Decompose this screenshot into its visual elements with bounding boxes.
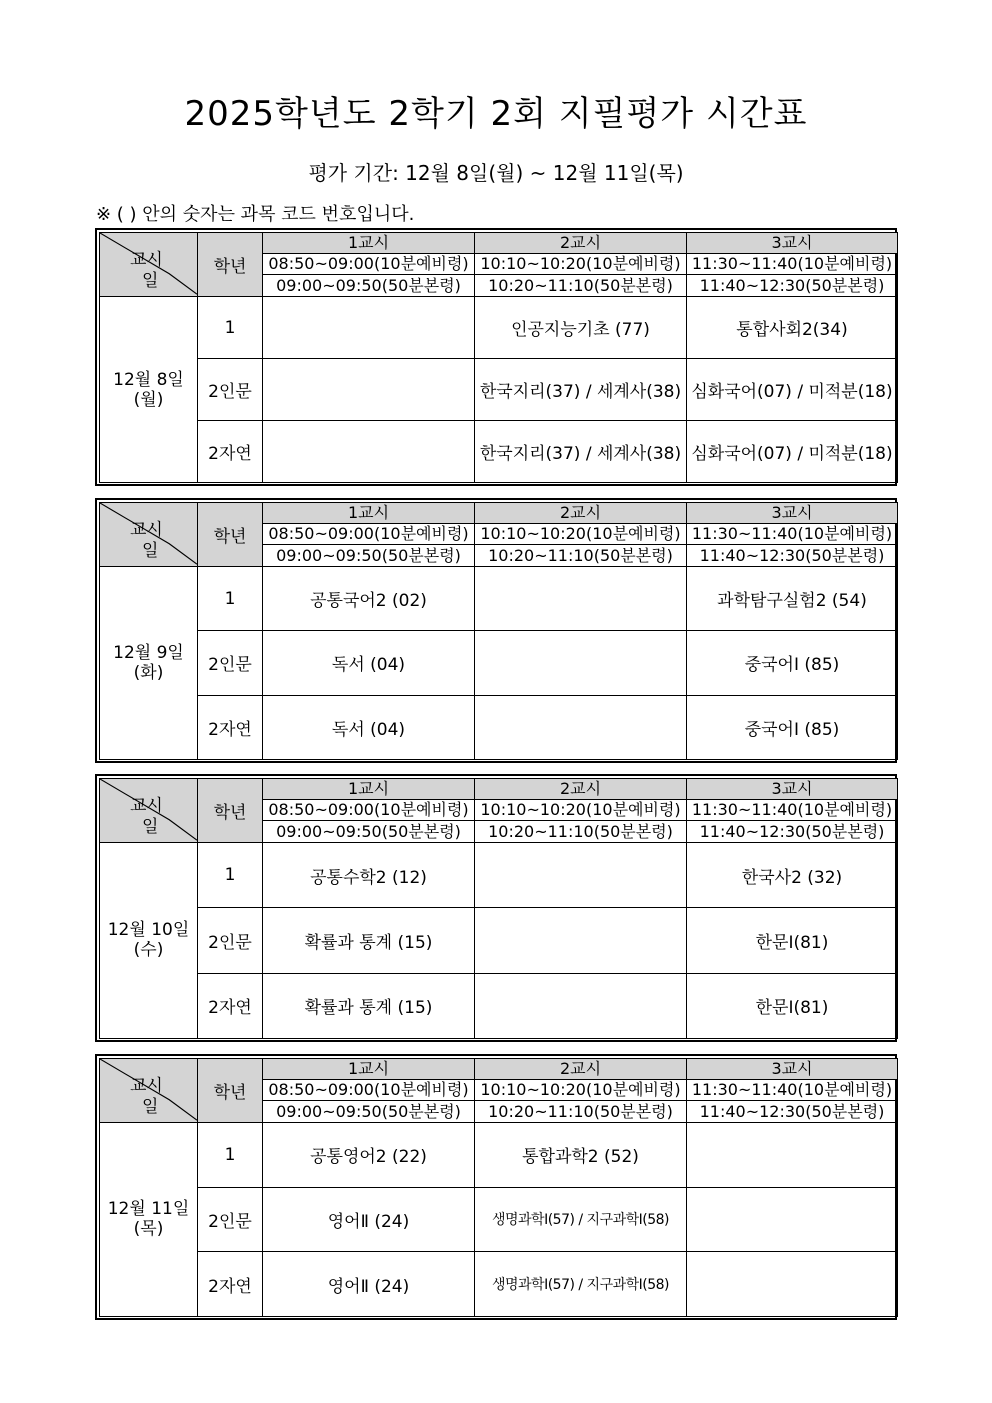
exam-day-block — [95, 228, 897, 486]
subject-cell — [687, 1252, 898, 1317]
table-row — [100, 631, 898, 695]
exam-date-label: 12월 9일 — [113, 642, 184, 663]
period-prep-time: 11:30~11:40(10분예비령) — [687, 254, 898, 275]
subject-cell: 공통영어2 (22) — [263, 1123, 475, 1188]
subject-cell: 확률과 통계 (15) — [263, 908, 475, 973]
subject-cell: 영어Ⅱ (24) — [263, 1187, 475, 1252]
subject-cell: 중국어Ⅰ (85) — [687, 695, 898, 759]
period-label: 2교시 — [475, 233, 687, 254]
table-row — [100, 973, 898, 1038]
corner-period-label: 교시 — [130, 520, 163, 540]
subject-cell — [263, 421, 475, 483]
subject-cell: 한국지리(37) / 세계사(38) — [475, 421, 687, 483]
period-label: 3교시 — [687, 233, 898, 254]
grade-header: 학년 — [198, 503, 263, 567]
period-main-time: 10:20~11:10(50분본령) — [475, 275, 687, 297]
corner-period-label: 교시 — [130, 250, 163, 270]
period-label: 1교시 — [263, 1059, 475, 1080]
grade-header: 학년 — [198, 1059, 263, 1123]
table-row — [100, 297, 898, 359]
table-row — [100, 695, 898, 759]
period-main-time: 10:20~11:10(50분본령) — [475, 821, 687, 843]
table-row — [100, 1123, 898, 1188]
period-prep-time: 10:10~10:20(10분예비령) — [475, 524, 687, 545]
subject-cell: 공통수학2 (12) — [263, 843, 475, 908]
grade-header: 학년 — [198, 779, 263, 843]
corner-day-label: 일 — [142, 817, 159, 837]
schedule-table — [99, 232, 898, 483]
exam-day-block — [95, 498, 897, 763]
corner-period-label: 교시 — [130, 1076, 163, 1096]
period-label: 2교시 — [475, 1059, 687, 1080]
grade-cell: 1 — [198, 1123, 263, 1188]
subject-cell — [475, 631, 687, 695]
subject-cell — [475, 695, 687, 759]
subject-cell: 한문Ⅰ(81) — [687, 973, 898, 1038]
grade-cell: 1 — [198, 567, 263, 631]
corner-day-label: 일 — [142, 271, 159, 291]
table-row — [100, 843, 898, 908]
schedule-table — [99, 1058, 898, 1317]
subject-cell: 과학탐구실험2 (54) — [687, 567, 898, 631]
grade-cell: 2인문 — [198, 1187, 263, 1252]
period-prep-time: 08:50~09:00(10분예비령) — [263, 1080, 475, 1101]
exam-weekday: (목) — [133, 1219, 164, 1240]
exam-period: 평가 기간: 12월 8일(월) ~ 12월 11일(목) — [308, 161, 684, 185]
period-prep-time: 11:30~11:40(10분예비령) — [687, 1080, 898, 1101]
period-main-time: 11:40~12:30(50분본령) — [687, 275, 898, 297]
grade-cell: 2인문 — [198, 359, 263, 421]
exam-date — [100, 567, 198, 760]
table-row — [100, 567, 898, 631]
subject-cell: 영어Ⅱ (24) — [263, 1252, 475, 1317]
period-label: 2교시 — [475, 779, 687, 800]
subject-cell: 한국사2 (32) — [687, 843, 898, 908]
exam-date-label: 12월 11일 — [107, 1199, 190, 1220]
grade-cell: 2자연 — [198, 1252, 263, 1317]
period-label: 3교시 — [687, 1059, 898, 1080]
exam-date-label: 12월 10일 — [107, 920, 190, 941]
period-main-time: 11:40~12:30(50분본령) — [687, 545, 898, 567]
period-main-time: 10:20~11:10(50분본령) — [475, 1101, 687, 1123]
period-main-time: 09:00~09:50(50분본령) — [263, 1101, 475, 1123]
period-prep-time: 10:10~10:20(10분예비령) — [475, 800, 687, 821]
period-prep-time: 08:50~09:00(10분예비령) — [263, 800, 475, 821]
period-prep-time: 08:50~09:00(10분예비령) — [263, 254, 475, 275]
subject-cell — [687, 1123, 898, 1188]
subject-cell: 통합사회2(34) — [687, 297, 898, 359]
period-label: 1교시 — [263, 503, 475, 524]
period-label: 1교시 — [263, 779, 475, 800]
period-main-time: 11:40~12:30(50분본령) — [687, 1101, 898, 1123]
grade-header: 학년 — [198, 233, 263, 297]
corner-header — [100, 1059, 198, 1123]
exam-date-label: 12월 8일 — [113, 369, 184, 390]
exam-weekday: (월) — [133, 389, 164, 410]
table-row — [100, 1252, 898, 1317]
exam-weekday: (수) — [133, 940, 164, 961]
period-main-time: 11:40~12:30(50분본령) — [687, 821, 898, 843]
table-row — [100, 908, 898, 973]
exam-day-block — [95, 774, 897, 1042]
corner-day-label: 일 — [142, 541, 159, 561]
page-title: 2025학년도 2학기 2회 지필평가 시간표 — [184, 94, 808, 134]
corner-header — [100, 779, 198, 843]
period-main-time: 09:00~09:50(50분본령) — [263, 821, 475, 843]
period-prep-time: 10:10~10:20(10분예비령) — [475, 1080, 687, 1101]
subject-cell: 인공지능기초 (77) — [475, 297, 687, 359]
period-main-time: 10:20~11:10(50분본령) — [475, 545, 687, 567]
corner-period-label: 교시 — [130, 796, 163, 816]
period-prep-time: 08:50~09:00(10분예비령) — [263, 524, 475, 545]
period-label: 2교시 — [475, 503, 687, 524]
exam-date — [100, 297, 198, 483]
period-prep-time: 11:30~11:40(10분예비령) — [687, 800, 898, 821]
grade-cell: 2자연 — [198, 695, 263, 759]
subject-cell — [475, 843, 687, 908]
exam-date — [100, 843, 198, 1039]
table-row — [100, 359, 898, 421]
subject-cell — [475, 973, 687, 1038]
subject-cell: 독서 (04) — [263, 695, 475, 759]
exam-date — [100, 1123, 198, 1317]
table-row — [100, 421, 898, 483]
schedule-table — [99, 778, 898, 1039]
schedule-table — [99, 502, 898, 760]
subject-cell: 한문Ⅰ(81) — [687, 908, 898, 973]
grade-cell: 1 — [198, 843, 263, 908]
table-row — [100, 1187, 898, 1252]
exam-weekday: (화) — [133, 662, 164, 683]
grade-cell: 1 — [198, 297, 263, 359]
corner-header — [100, 233, 198, 297]
exam-day-block — [95, 1054, 897, 1320]
subject-cell: 확률과 통계 (15) — [263, 973, 475, 1038]
period-main-time: 09:00~09:50(50분본령) — [263, 275, 475, 297]
subject-cell: 생명과학Ⅰ(57) / 지구과학Ⅰ(58) — [475, 1252, 687, 1317]
grade-cell: 2자연 — [198, 973, 263, 1038]
subject-cell: 중국어Ⅰ (85) — [687, 631, 898, 695]
subject-cell — [475, 567, 687, 631]
subject-cell: 공통국어2 (02) — [263, 567, 475, 631]
period-label: 3교시 — [687, 779, 898, 800]
period-prep-time: 11:30~11:40(10분예비령) — [687, 524, 898, 545]
grade-cell: 2인문 — [198, 631, 263, 695]
corner-day-label: 일 — [142, 1097, 159, 1117]
period-label: 3교시 — [687, 503, 898, 524]
subject-cell — [263, 359, 475, 421]
subject-cell: 생명과학Ⅰ(57) / 지구과학Ⅰ(58) — [475, 1187, 687, 1252]
subject-cell: 통합과학2 (52) — [475, 1123, 687, 1188]
period-label: 1교시 — [263, 233, 475, 254]
subject-code-note: ※ ( ) 안의 숫자는 과목 코드 번호입니다. — [96, 204, 415, 225]
subject-cell — [687, 1187, 898, 1252]
period-prep-time: 10:10~10:20(10분예비령) — [475, 254, 687, 275]
period-main-time: 09:00~09:50(50분본령) — [263, 545, 475, 567]
grade-cell: 2자연 — [198, 421, 263, 483]
subject-cell — [263, 297, 475, 359]
subject-cell: 한국지리(37) / 세계사(38) — [475, 359, 687, 421]
subject-cell: 심화국어(07) / 미적분(18) — [687, 359, 898, 421]
grade-cell: 2인문 — [198, 908, 263, 973]
corner-header — [100, 503, 198, 567]
subject-cell: 독서 (04) — [263, 631, 475, 695]
subject-cell: 심화국어(07) / 미적분(18) — [687, 421, 898, 483]
subject-cell — [475, 908, 687, 973]
